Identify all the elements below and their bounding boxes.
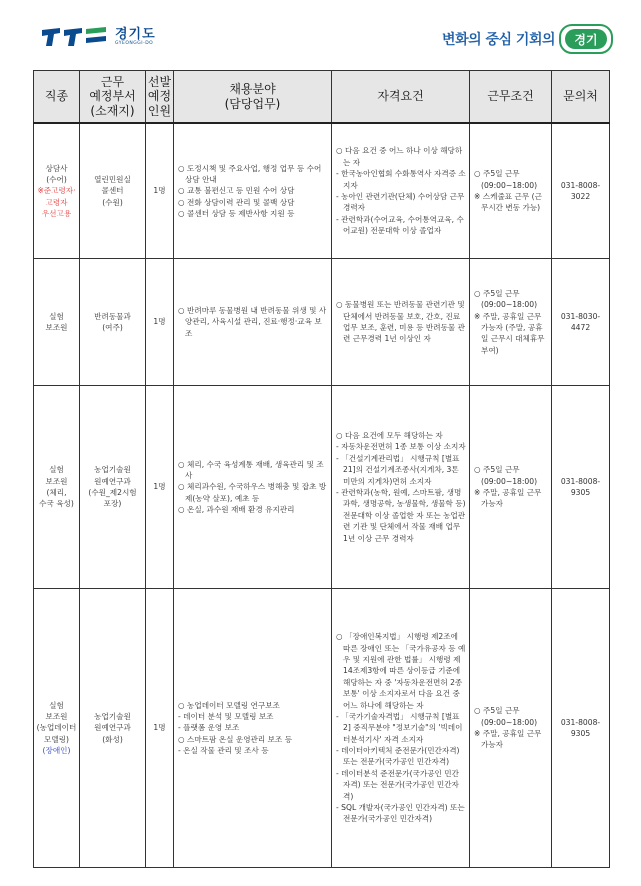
table-row: [34, 386, 610, 589]
slogan-text: 변화의 중심 기회의: [442, 32, 555, 48]
header-qualification: 자격요건: [332, 71, 470, 124]
slogan: [442, 24, 613, 54]
qualification-cell: ○ 동물병원 또는 반려동물 관련기관 및 단체에서 반려동물 보호, 간호, 진료업무 보조, 훈련, 미용 등 반려동물 관련 근무경력 1년 이상인 자: [332, 259, 470, 386]
dept-cell: 농업기술원 원예연구과 (화성): [80, 589, 146, 868]
contact-cell: 031-8008- 9305: [552, 386, 610, 589]
conditions-cell: ○ 주5일 근무 (09:00~18:00) ※ 주말, 공휴일 근무 가능자 (주말, 공휴일 근무시 대체휴무 부여): [470, 259, 552, 386]
gyeonggi-logo: [40, 26, 156, 48]
job-cell: 실험 보조원: [34, 259, 80, 386]
table-row: [34, 123, 610, 259]
contact-cell: 031-8030- 4472: [552, 259, 610, 386]
job-cell: 상담사 (수어) ※준고령자· 고령자 우선고용: [34, 123, 80, 259]
qualification-cell: ○ 다음 요건에 모두 해당하는 자 - 자동차운전면허 1종 보통 이상 소지자 - 「건설기계관리법」 시행규칙 [별표21]의 건설기계조종사(지게차, 3톤 미만의 지게차)면허 소지자 - 관련학과(농학, 원예, 스마트팜, 생명과학, 생명공학, 농생물학, 생물학 등) 전문대학 이상 졸업한 자 또는 농업관련 기관 및 단체에서 작물 재배 업무 1년 이상 근무 경력자: [332, 386, 470, 589]
conditions-cell: ○ 주5일 근무 (09:00~18:00) ※ 스케줄표 근무 (근무시간 변동 가능): [470, 123, 552, 259]
org-name-en: GYEONGGI-DO: [115, 40, 154, 46]
job-cell: 실험 보조원 (농업데이터 모델링) (장애인): [34, 589, 80, 868]
contact-cell: 031-8008- 9305: [552, 589, 610, 868]
job-note: (장애인): [42, 746, 71, 756]
job-note: ※준고령자·: [37, 186, 76, 196]
contact-cell: 031-8008- 3022: [552, 123, 610, 259]
header-job: 직종: [34, 71, 80, 124]
table-header-row: [34, 71, 610, 124]
field-cell: ○ 도정시책 및 주요사업, 행정 업무 등 수어 상담 안내 ○ 교통 불편신고 등 민원 수어 상담 ○ 전화 상담이력 관리 및 콜백 상담 ○ 콜센터 상담 등 제반사항 지원 등: [174, 123, 332, 259]
count-cell: 1명: [146, 386, 174, 589]
slogan-badge-text: 경기: [565, 29, 607, 49]
table-row: [34, 259, 610, 386]
org-name: 경기도: [115, 26, 156, 42]
count-cell: 1명: [146, 259, 174, 386]
count-cell: 1명: [146, 589, 174, 868]
field-cell: ○ 반려마루 동물병원 내 반려동물 위생 및 사양관리, 사육시설 관리, 진료·행정·교육 보조: [174, 259, 332, 386]
dept-cell: 반려동물과 (여주): [80, 259, 146, 386]
conditions-cell: ○ 주5일 근무 (09:00~18:00) ※ 주말, 공휴일 근무 가능자: [470, 386, 552, 589]
job-cell: 실험 보조원 (체리, 수국 육성): [34, 386, 80, 589]
qualification-cell: ○ 다음 요건 중 어느 하나 이상 해당하는 자 - 한국농아인협회 수화통역사 자격증 소지자 - 농아인 관련기관(단체) 수어상담 근무경력자 - 관련학과(수어교육, 수어통역교육, 수어교원) 전문대학 이상 졸업자: [332, 123, 470, 259]
header-field: 채용분야 (담당업무): [174, 71, 332, 124]
conditions-cell: ○ 주5일 근무 (09:00~18:00) ※ 주말, 공휴일 근무 가능자: [470, 589, 552, 868]
header-count: 선발 예정 인원: [146, 71, 174, 124]
count-cell: 1명: [146, 123, 174, 259]
dept-cell: 열린민원실 콜센터 (수원): [80, 123, 146, 259]
recruitment-table: [33, 70, 610, 868]
field-cell: ○ 농업데이터 모델링 연구보조 - 데이터 분석 및 모델링 보조 - 플랫폼 운영 보조 ○ 스마트팜 온실 운영관리 보조 등 - 온실 작물 관리 및 조사 등: [174, 589, 332, 868]
header-contact: 문의처: [552, 71, 610, 124]
field-cell: ○ 체리, 수국 육성계통 재배, 생육관리 및 조사 ○ 체리과수원, 수국하우스 병해충 및 잡초 방제(농약 살포), 예초 등 ○ 온실, 과수원 재배 환경 유지관리: [174, 386, 332, 589]
header-dept: 근무 예정부서 (소재지): [80, 71, 146, 124]
dept-cell: 농업기술원 원예연구과 (수원_제2시험 포장): [80, 386, 146, 589]
header-conditions: 근무조건: [470, 71, 552, 124]
qualification-cell: ○ 「장애인복지법」 시행령 제2조에 따른 장애인 또는 「국가유공자 등 예우 및 지원에 관한 법률」 시행령 제14조제3항에 따른 상이등급 기준에 해당하는 자 중 '자동차운전면허 2종 보통' 이상 소지자로서 다음 요건 중 어느 하나에 해당하는 자 - 「국가기술자격법」 시행규칙 [별표2] 중직무분야 "정보기술"의 '빅데이터분석기사' 자격 소지자 - 데이터아키텍처 준전문가(민간자격) 또는 전문가(국가공인 민간자격) - 데이터분석 준전문가(국가공인 민간자격) 또는 전문가(국가공인 민간자격) - SQL 개발자(국가공인 민간자격) 또는 전문가(국가공인 민간자격): [332, 589, 470, 868]
gyeonggi-logo-mark-icon: [40, 26, 110, 48]
table-row: [34, 589, 610, 868]
slogan-badge: [559, 24, 613, 54]
